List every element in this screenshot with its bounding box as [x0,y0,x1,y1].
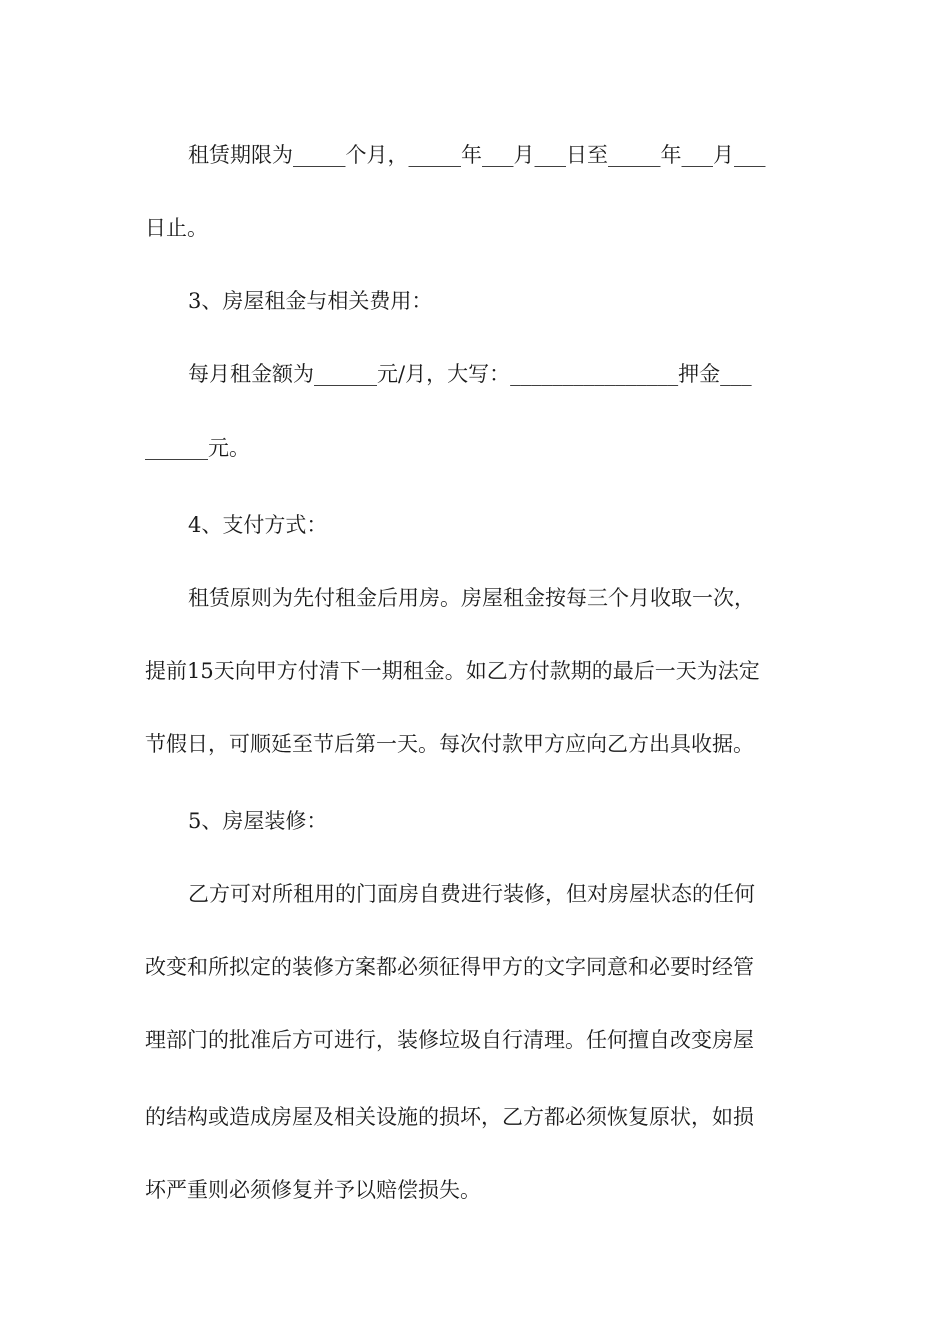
text-line-payment-1: 租赁原则为先付租金后用房。房屋租金按每三个月收取一次， [188,586,755,610]
text-line-decoration-2: 改变和所拟定的装修方案都必须征得甲方的文字同意和必要时经管 [145,955,754,979]
section-heading-payment: 4、支付方式： [188,513,328,537]
section-heading-rent: 3、房屋租金与相关费用： [188,289,433,313]
text-line-decoration-5: 坏严重则必须修复并予以赔偿损失。 [145,1178,481,1202]
text-line-lease-term: 租赁期限为_____个月，_____年___月___日至_____年___月___ [188,143,766,167]
text-line-decoration-4: 的结构或造成房屋及相关设施的损坏，乙方都必须恢复原状，如损 [145,1105,754,1129]
text-line-payment-2: 提前15天向甲方付清下一期租金。如乙方付款期的最后一天为法定 [145,659,760,683]
section-heading-decoration: 5、房屋装修： [188,809,328,833]
text-line-payment-3: 节假日，可顺延至节后第一天。每次付款甲方应向乙方出具收据。 [145,732,754,756]
text-line-decoration-1: 乙方可对所租用的门面房自费进行装修，但对房屋状态的任何 [188,882,755,906]
text-line-monthly-rent: 每月租金额为______元/月，大写：________________押金___ [188,362,752,386]
text-line-lease-term-end: 日止。 [145,216,208,240]
text-line-deposit: ______元。 [145,436,250,460]
text-line-decoration-3: 理部门的批准后方可进行，装修垃圾自行清理。任何擅自改变房屋 [145,1028,754,1052]
